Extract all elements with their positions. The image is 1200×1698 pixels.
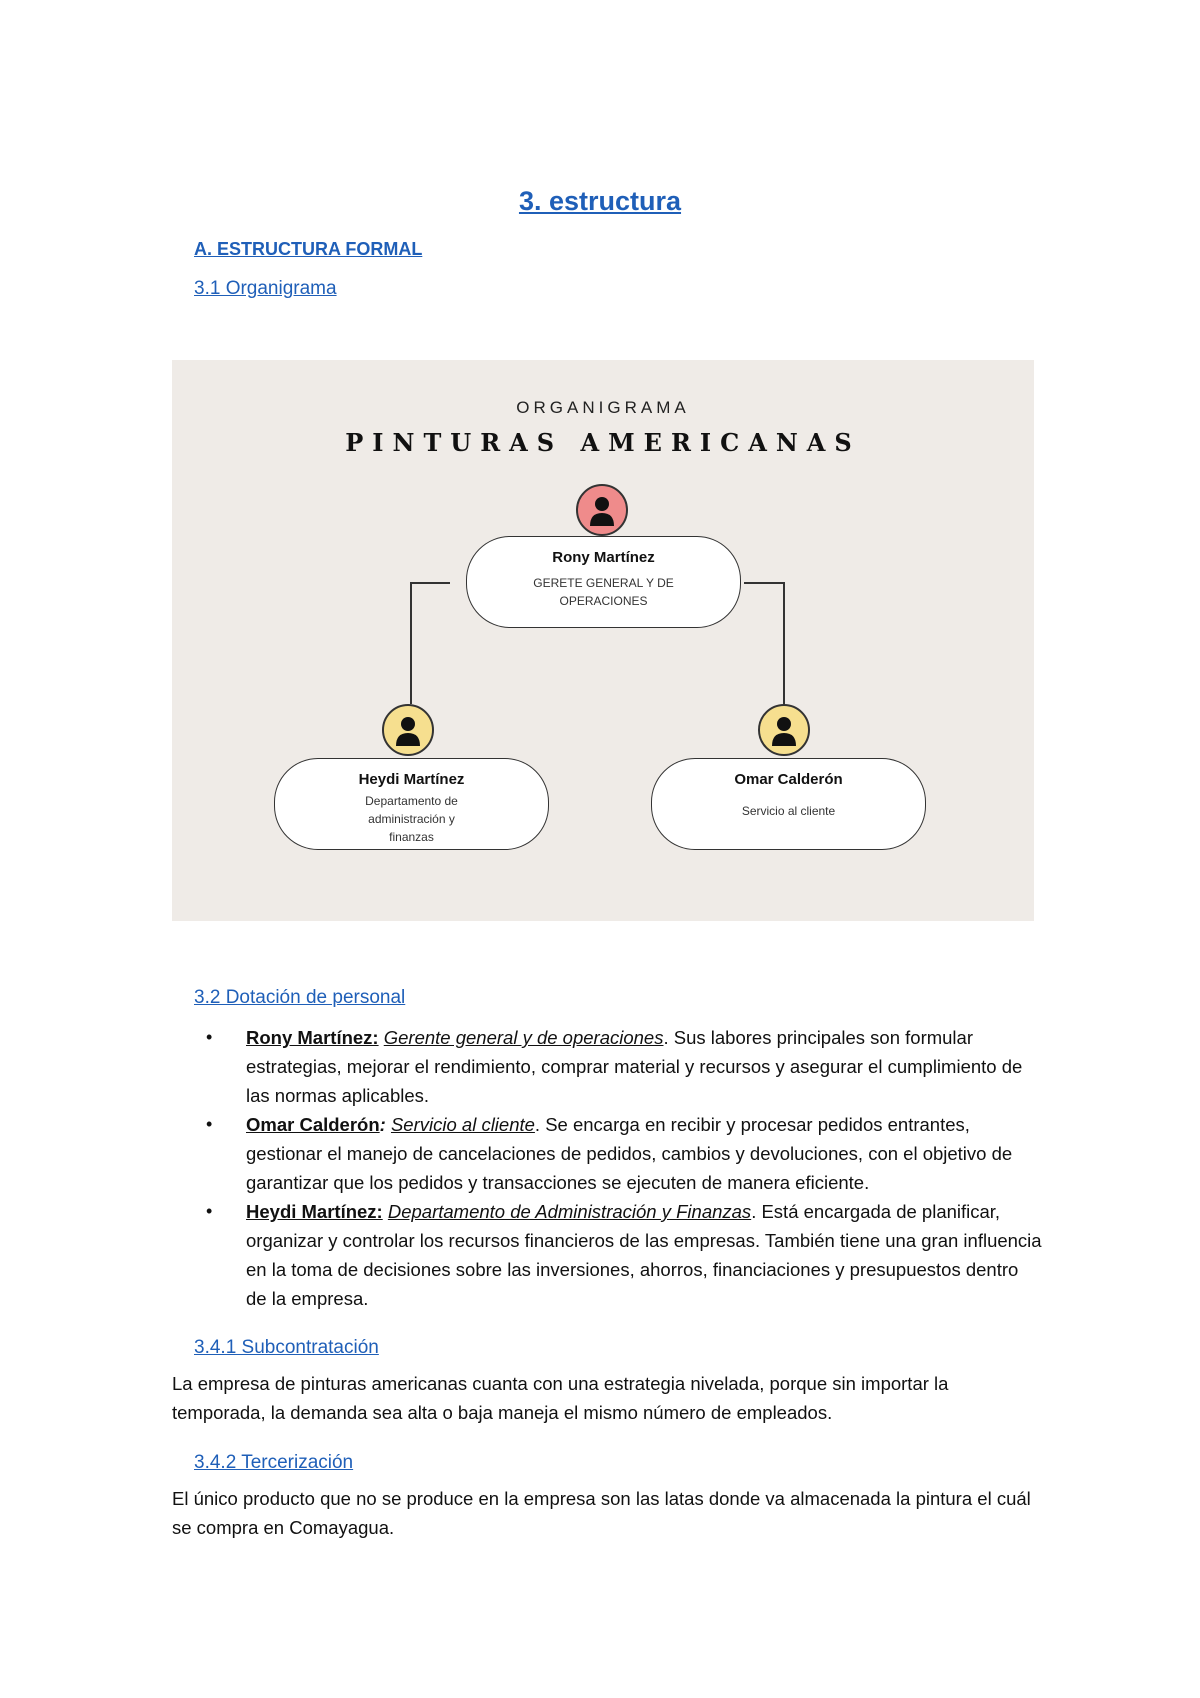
staff-description: . Está encargada de planificar, organizar y controlar los recursos financieros de las empresas. También tiene una gran influencia en la toma de decisiones sobre las inversiones, ahorros, financiaciones y presupuestos dentro de la empresa. [246,1201,1042,1309]
node-rony-role: GERETE GENERAL Y DE OPERACIONES [533,576,674,608]
connector-right-vertical [783,582,785,708]
avatar-omar [758,704,810,756]
section-3-2-heading[interactable]: 3.2 Dotación de personal [194,987,406,1008]
person-icon [760,706,808,754]
paragraph-subcontratacion: La empresa de pinturas americanas cuanta con una estrategia nivelada, porque sin importar la temporada, la demanda sea alta o baja maneja el mismo número de empleados. [172,1373,949,1423]
org-chart [172,360,1034,921]
staff-list [206,1023,1042,1313]
person-icon [578,486,626,534]
node-omar-role: Servicio al cliente [741,804,836,818]
section-3-4-1-heading[interactable]: 3.4.1 Subcontratación [194,1337,379,1358]
staff-name: Omar Calderón [246,1114,380,1135]
bullet-icon: • [206,1114,213,1134]
staff-description: . Sus labores principales son formular estrategias, mejorar el rendimiento, comprar material y recursos y asegurar el cumplimiento de las normas aplicables. [246,1027,1023,1106]
section-a-heading[interactable]: A. ESTRUCTURA FORMAL [194,239,423,259]
avatar-heydi [382,704,434,756]
connector-left-vertical [410,582,412,704]
page-title[interactable]: 3. estructura [518,186,682,216]
staff-description: . Se encarga en recibir y procesar pedidos entrantes, gestionar el manejo de cancelaciones de pedidos, cambios y devoluciones, con el objetivo de garantizar que los pedidos y transacciones se ejecuten de manera eficiente. [246,1114,1013,1193]
node-rony-name: Rony Martínez [552,549,655,566]
section-3-4-2-heading[interactable]: 3.4.2 Tercerización [194,1452,354,1473]
bullet-icon: • [206,1027,213,1047]
node-heydi [274,758,549,850]
staff-name: Rony Martínez: [246,1027,379,1048]
list-item [206,1023,1042,1110]
org-chart-company: PINTURAS AMERICANAS [345,428,861,457]
node-heydi-name: Heydi Martínez [358,771,465,788]
paragraph-tercerizacion: El único producto que no se produce en la empresa son las latas donde va almacenada la pintura el cuál se compra en Comayagua. [172,1488,1031,1538]
node-rony [466,536,741,628]
list-item [206,1197,1042,1313]
node-omar [651,758,926,850]
person-icon [384,706,432,754]
org-chart-heading: ORGANIGRAMA [516,398,690,417]
node-omar-name: Omar Calderón [734,771,843,788]
staff-colon: : [379,1114,386,1135]
staff-dept: Gerente general y de operaciones [383,1027,664,1048]
node-heydi-role: Departamento de administración y finanzas [365,794,458,844]
staff-dept: Departamento de Administración y Finanzas [387,1201,752,1222]
section-3-1-heading[interactable]: 3.1 Organigrama [194,278,337,299]
staff-name: Heydi Martínez: [246,1201,383,1222]
connector-left-horizontal [410,582,450,584]
avatar-rony [576,484,628,536]
staff-dept: Servicio al cliente [390,1114,535,1135]
bullet-icon: • [206,1201,213,1221]
connector-right-horizontal [744,582,784,584]
list-item [206,1110,1042,1197]
